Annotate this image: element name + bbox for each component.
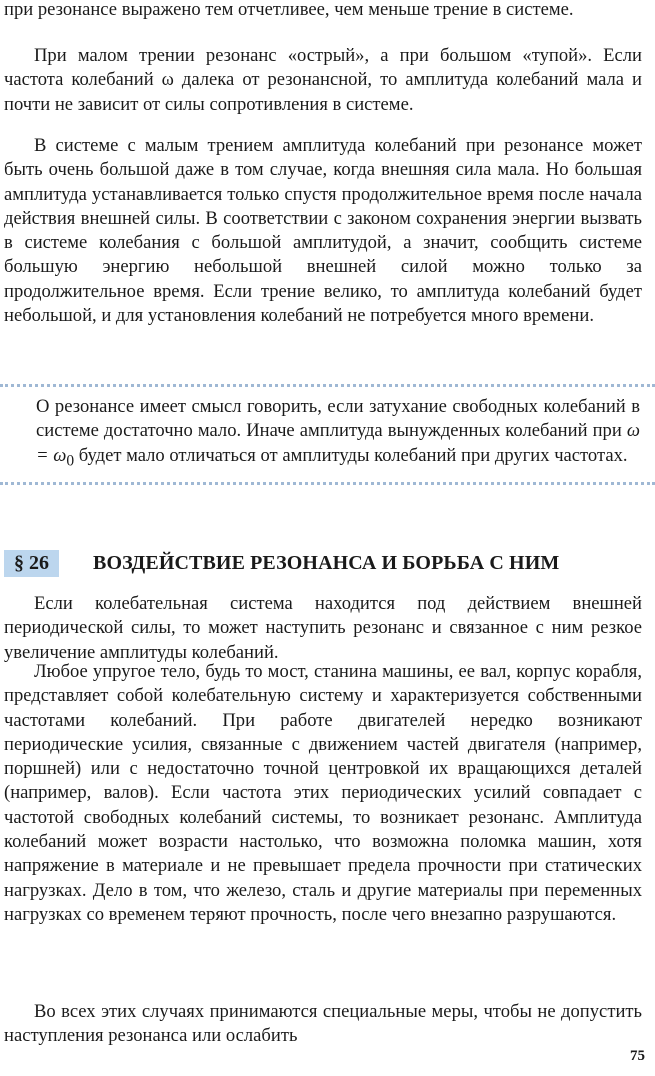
- paragraph-oscillating-system: Если колебательная система находится под действием внешней периодической силы, то может наступить резонанс и связанное с ним резкое увеличение амплитуды колебаний.: [4, 593, 642, 663]
- section-title: ВОЗДЕЙСТВИЕ РЕЗОНАНСА И БОРЬБА С НИМ: [93, 551, 560, 574]
- note-text-after: будет мало отличаться от амплитуды колебаний при других частотах.: [74, 444, 628, 466]
- paragraph-continuation: при резонансе выражено тем отчетливее, чем меньше трение в системе.: [4, 0, 574, 20]
- paragraph-sharp-resonance: При малом трении резонанс «острый», а при большом «тупой». Если частота колебаний ω далека от резонансной, то амплитуда колебаний мала и почти не зависит от силы сопротивления в системе.: [4, 45, 642, 115]
- paragraph-elastic-body: Любое упругое тело, будь то мост, станина машины, ее вал, корпус корабля, представляет собой колебательную систему и характеризуется собственными частотами колебаний. При работе двигателей нередко возникают периодические усилия, связанные с движением частей двигателя (например, поршней) или с недостаточно точной центровкой их вращающихся деталей (например, валов). Если частота этих периодических усилий совпадает с частотой свободных колебаний системы, то возникает резонанс. Амплитуда колебаний может возрасти настолько, что возможна поломка машин, хотя напряжение в материале и не превышает предела прочности при статических нагрузках. Дело в том, что железо, сталь и другие материалы при переменных нагрузках со временем теряют прочность, после чего внезапно разрушаются.: [4, 661, 642, 925]
- paragraph-special-measures: Во всех этих случаях принимаются специальные меры, чтобы не допустить наступления резонанса или ослабить: [4, 1001, 642, 1047]
- section-heading: [4, 548, 649, 578]
- section-number: § 26: [4, 550, 59, 577]
- note-formula-subscript: 0: [66, 452, 75, 470]
- note-formula: ω = ω: [36, 420, 640, 466]
- note-text: [36, 395, 640, 474]
- note-text-before: О резонансе имеет смысл говорить, если затухание свободных колебаний в системе достаточно мало. Иначе амплитуда вынужденных колебаний при: [36, 396, 640, 442]
- page-number: 75: [630, 1048, 645, 1064]
- highlighted-note: [0, 384, 655, 485]
- paragraph-small-friction: В системе с малым трением амплитуда колебаний при резонансе может быть очень большой даже в том случае, когда внешняя сила мала. Но большая амплитуда устанавливается только спустя продолжительное время после начала действия внешней силы. В соответствии с законом сохранения энергии вызвать в системе колебания с большой амплитудой, а значит, сообщить системе большую энергию небольшой внешней силой можно только за продолжительное время. Если трение велико, то амплитуда колебаний будет небольшой, и для установления колебаний не потребуется много времени.: [4, 135, 642, 327]
